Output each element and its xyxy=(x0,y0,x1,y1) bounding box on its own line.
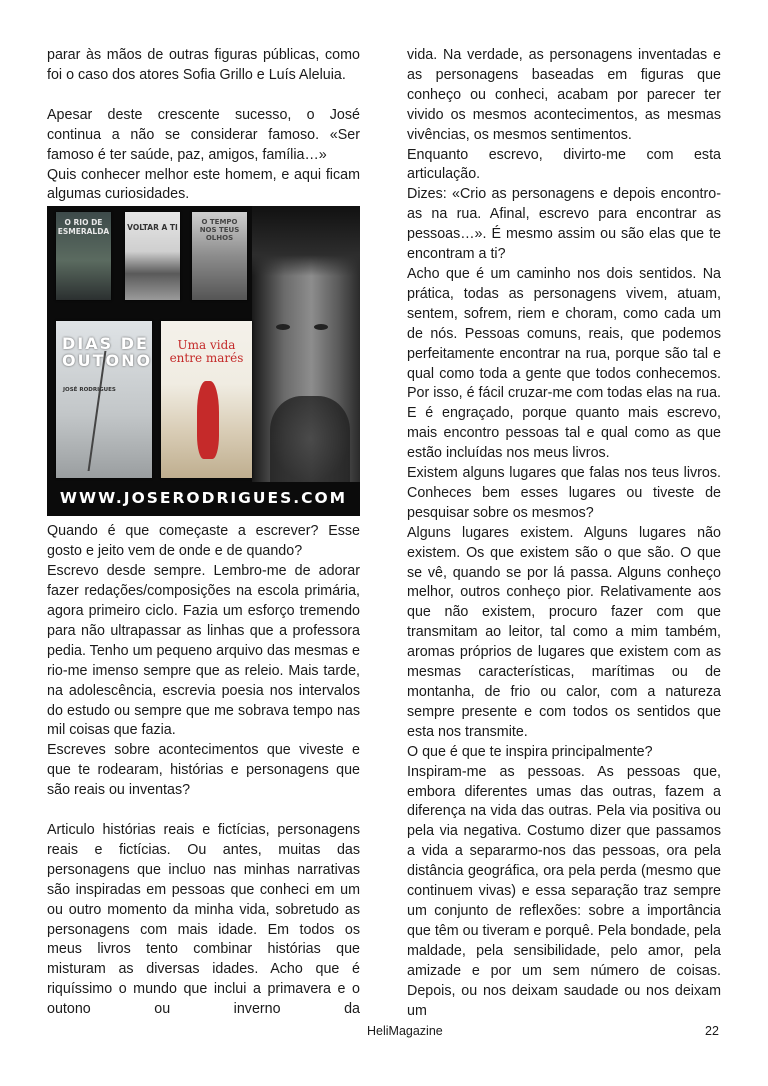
interview-question: Dizes: «Crio as personagens e depois encontro-as na rua. Afinal, escrevo para encontrar as pessoas…». É mesmo assim ou são elas que te encontram a ti? xyxy=(407,186,721,263)
book-promo-image xyxy=(47,206,360,516)
interview-answer: Escrevo desde sempre. Lembro-me de adorar fazer redações/composições na escola primária, agora primeiro ciclo. Fazia um esforço tremendo para não ultrapassar as linhas que a professora pedia. Tenho um pequeno arquivo das mesmas e rio-me imenso sempre que as releio. Mais tarde, na adolescência, escrevia poesia nos intervalos do estudo ou sempre que me sobrava tempo nas mil coisas que fazia. xyxy=(47,563,360,739)
website-url: WWW.JOSERODRIGUES.COM xyxy=(59,489,348,508)
interview-question: Quando é que começaste a escrever? Esse gosto e jeito vem de onde e de quando? xyxy=(47,523,360,560)
page-number: 22 xyxy=(705,1024,719,1038)
paragraph: Apesar deste crescente sucesso, o José continua a não se considerar famoso. «Ser famoso é ter saúde, paz, amigos, família…» xyxy=(47,106,360,163)
paragraph: parar às mãos de outras figuras públicas, como foi o caso dos atores Sofia Grillo e Luís Aleluia. xyxy=(47,47,360,83)
interview-answer: Acho que é um caminho nos dois sentidos. Na prática, todas as personagens vivem, atuam, sentem, sofrem, riem e choram, como cada um de nós. Pessoas comuns, reais, que podemos perfeitamente encontrar na rua, porque são tal e qual como toda a gente que todos conhecemos. Por isso, é fácil cruzar-me com todas elas na rua. E é engraçado, porque quanto mais escrevo, mais encontro pessoas tal e qual como as que estão incluídas nos meus livros. xyxy=(407,265,721,462)
paragraph: vida. Na verdade, as personagens inventadas e as personagens baseadas em figuras que conheço ou conheci, acabam por parecer ter vivido os mesmos acontecimentos, as mesmas vivências, os mesmos sentimentos. xyxy=(407,47,721,143)
book-title: O RIO DE ESMERALDA xyxy=(57,218,110,237)
book-title: O TEMPO NOS TEUS OLHOS xyxy=(199,218,240,243)
magazine-name: HeliMagazine xyxy=(367,1024,443,1038)
book-cover xyxy=(125,212,180,300)
interview-question: Existem alguns lugares que falas nos teus livros. Conheces bem esses lugares ou tiveste de pesquisar sobre os mesmos? xyxy=(407,465,721,521)
interview-answer: Articulo histórias reais e fictícias, personagens reais e fictícias. Ou antes, muitas das personagens que incluo nas minhas narrativas são inspiradas em pessoas que conheci em um ou outro momento da minha vida, sobretudo as personagens com mais idade. Em todos os meus livros tento combinar histórias que misturam as diversas idades. Acho que é riquíssimo o mundo que inclui a primavera e o outono ou inverno da xyxy=(47,822,360,1018)
author-portrait xyxy=(252,206,360,482)
interview-answer: Alguns lugares existem. Alguns lugares não existem. Os que existem são o que são. O que se vê, quando se por lá passa. Alguns conheço melhor, outros conheço pior. Relativamente aos que não existem, procuro fazer com que transmitam ao leitor, tal como a mim também, aromas próprios de lugares que existem com as mesmas características, marítimas ou de montanha, de frio ou calor, com a natureza sempre presente e com todos os sentidos que esta nos transmite. xyxy=(407,524,721,740)
book-title: VOLTAR A TI xyxy=(127,223,178,233)
book-author: JOSÉ RODRIGUES xyxy=(63,387,116,394)
paragraph: Enquanto escrevo, divirto-me com esta articulação. xyxy=(407,146,721,183)
left-column xyxy=(47,46,360,1020)
interview-answer: Inspiram-me as pessoas. As pessoas que, embora diferentes umas das outras, fazem a diferença na vida das outras. Pela via positiva ou pela via negativa. Costumo dizer que passamos a vida a separarmo-nos das pessoas, ora pela distância geográfica, ora pela perda (mesmo que continuem vivas) e essa separação traz sempre um conjunto de reflexões: sobre a importância que têm ou tiveram e porquê. Pela bondade, pela maldade, pela sensibilidade, pelo amor, pela amizade e por um sem número de coisas. Depois, ou nos deixam saudade ou nos deixam um xyxy=(407,763,721,1019)
interview-question: O que é que te inspira principalmente? xyxy=(407,743,653,760)
book-cover xyxy=(192,212,247,300)
book-cover xyxy=(56,212,111,300)
book-title: Uma vida entre marés xyxy=(169,338,244,366)
right-column xyxy=(407,46,721,1021)
book-cover xyxy=(161,321,252,478)
paragraph: Quis conhecer melhor este homem, e aqui ficam algumas curiosidades. xyxy=(47,166,360,203)
book-cover xyxy=(56,321,152,478)
book-title: DIAS DE OUTONO xyxy=(62,334,152,371)
interview-question: Escreves sobre acontecimentos que viveste e que te rodearam, histórias e personagens que são reais ou inventas? xyxy=(47,742,360,799)
